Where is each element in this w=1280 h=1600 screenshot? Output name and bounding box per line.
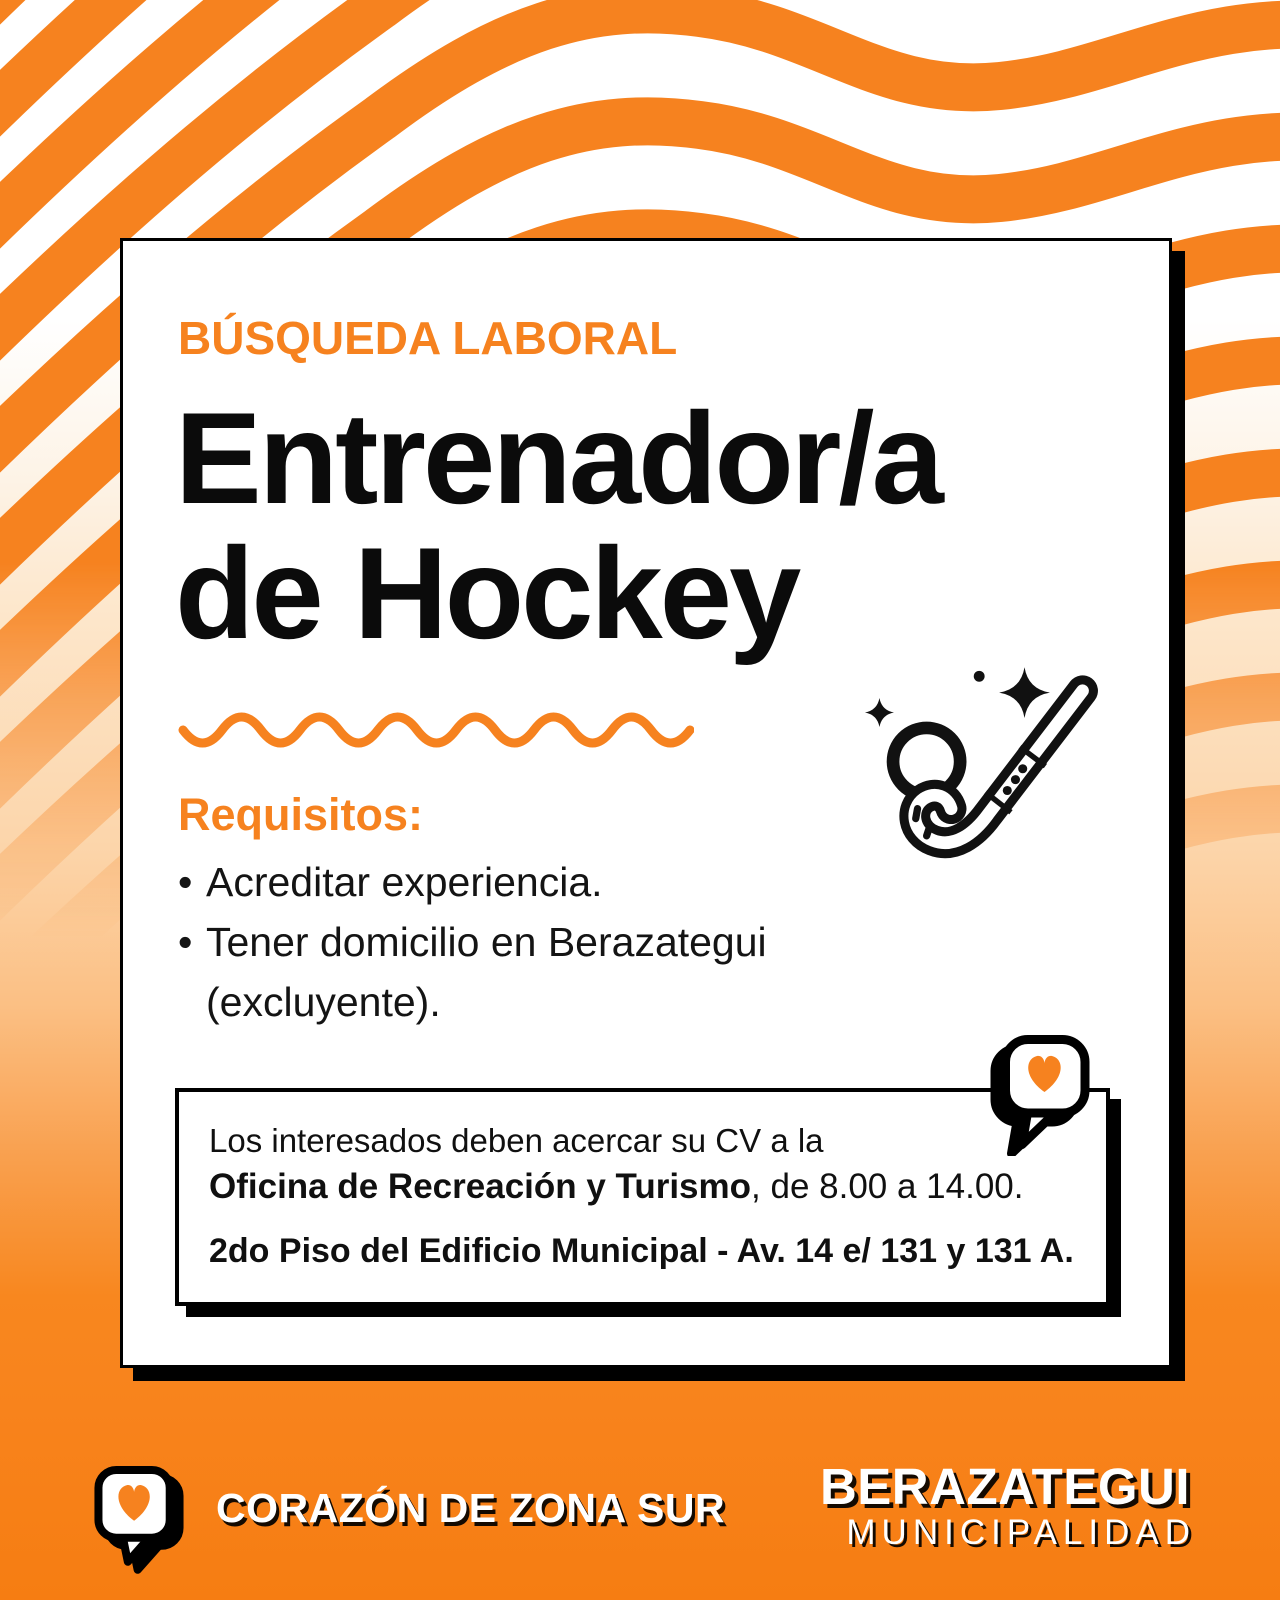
info-line-2 [209,1167,1076,1207]
info-box [175,1088,1110,1306]
brand-logo [819,1458,1196,1552]
job-title-line-2: de Hockey [175,520,799,667]
brand-subtitle: MUNICIPALIDAD [846,1513,1196,1552]
speech-bubble-heart-icon [980,1034,1100,1156]
slogan: CORAZÓN DE ZONA SUR [216,1485,726,1531]
footer [0,1455,1280,1600]
job-title [175,385,1169,667]
list-item [178,913,1169,1033]
eyebrow: BÚSQUEDA LABORAL [178,312,678,364]
requirements-heading: Requisitos: [178,789,424,841]
info-line-3: 2do Piso del Edificio Municipal - Av. 14 e/ 131 y 131 A. [209,1232,1074,1270]
wavy-divider [178,707,694,753]
requirement-text: Acreditar experiencia. [206,859,603,906]
info-line-2-bold: Oficina de Recreación y Turismo [209,1167,752,1206]
info-line-2-rest: , de 8.00 a 14.00. [751,1167,1024,1206]
brand-name: BERAZATEGUI [819,1458,1190,1515]
info-line-1: Los interesados deben acercar su CV a la [209,1122,824,1159]
speech-bubble-heart-icon [94,1463,192,1575]
requirement-text: Tener domicilio en Berazategui (excluyente). [206,919,767,1026]
job-title-line-1: Entrenador/a [175,385,941,531]
hockey-stick-and-ball-icon [845,640,1117,912]
bullet-marker: • [178,919,193,966]
card [120,238,1172,1368]
bullet-marker: • [178,859,193,906]
